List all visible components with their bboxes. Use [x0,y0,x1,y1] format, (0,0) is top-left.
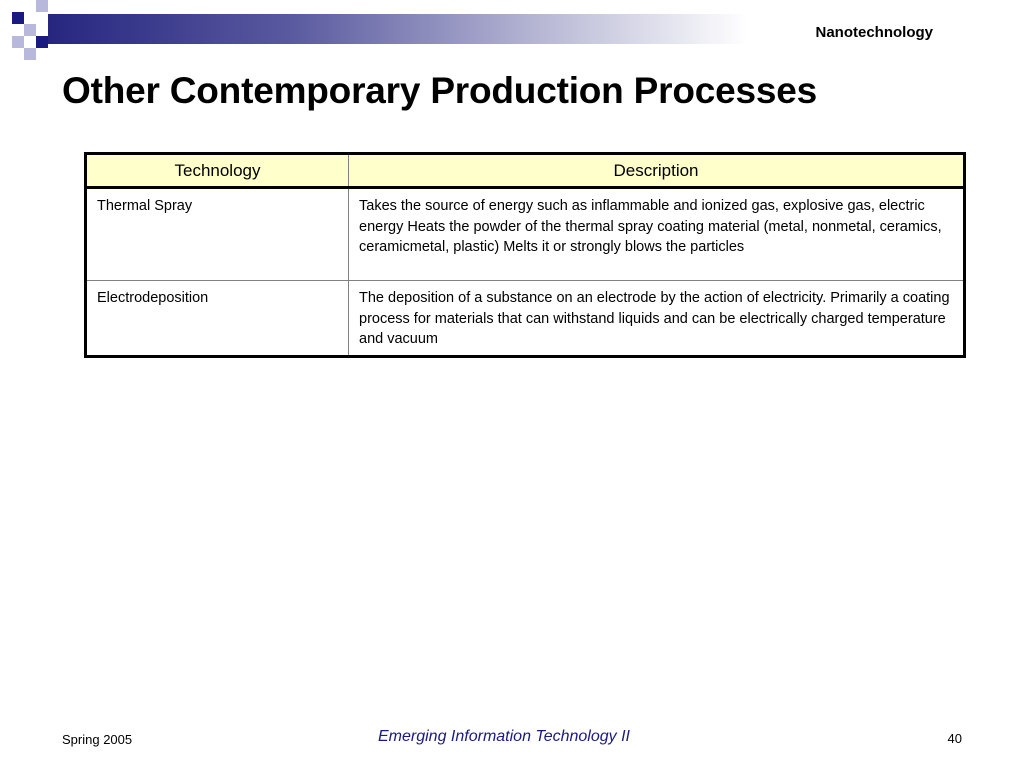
column-header-description: Description [349,154,965,188]
description-cell: The deposition of a substance on an electrode by the action of electricity. Primarily a coating process for materials that can withstand liquids and can be electrically charged temperature and vacuum [349,281,965,357]
technology-cell: Electrodeposition [86,281,349,357]
page-number: 40 [947,731,962,746]
technology-cell: Thermal Spray [86,188,349,281]
table-row [86,281,965,357]
footer-course-title: Emerging Information Technology II [378,728,630,745]
process-table-wrapper [84,152,966,358]
square-light [24,48,36,60]
description-cell: Takes the source of energy such as inflammable and ionized gas, explosive gas, electric energy Heats the powder of the thermal spray coating material (metal, nonmetal, ceramics, ceramicmetal, plastic) Melts it or strongly blows the particles [349,188,965,281]
process-table [84,152,966,358]
square-dark [36,36,48,48]
square-light [36,0,48,12]
slide-title: Other Contemporary Production Processes [62,70,817,111]
square-light [12,36,24,48]
header-gradient-bar [48,14,748,44]
square-dark [12,12,24,24]
square-light [24,24,36,36]
column-header-technology: Technology [86,154,349,188]
topic-label: Nanotechnology [815,24,933,41]
table-header-row [86,154,965,188]
footer-date: Spring 2005 [62,732,133,747]
table-row [86,188,965,281]
